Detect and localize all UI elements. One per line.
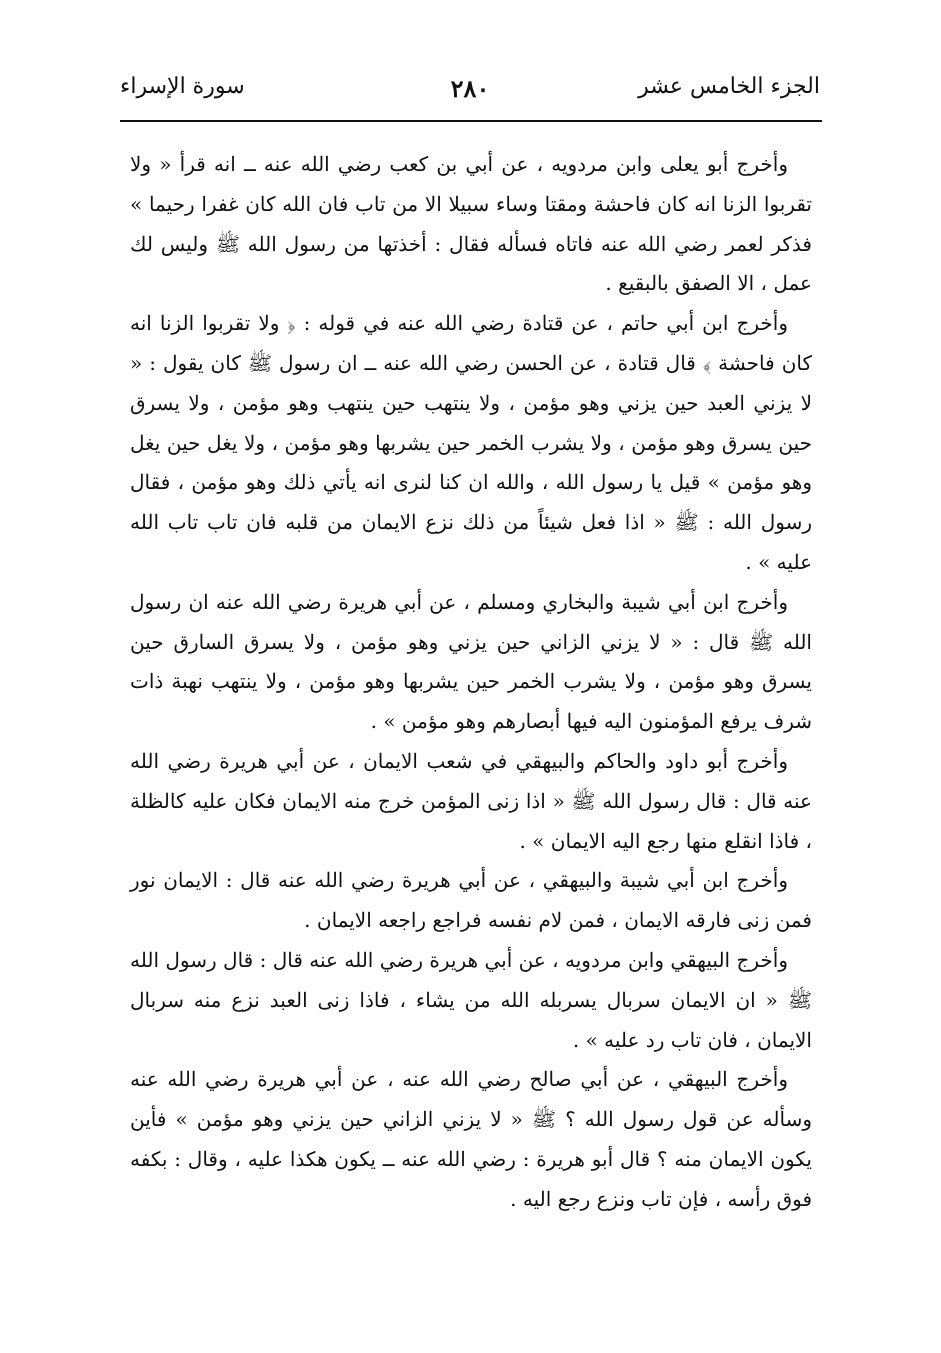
- header-divider: [120, 120, 822, 122]
- paragraph: وأخرج ابن أبي حاتم ، عن قتادة رضي الله عنه في قوله : ﴿ ولا تقربوا الزنا انه كان فاحشة ﴾ قال قتادة ، عن الحسن رضي الله عنه ــ ان رسول ﷺ كان يقول : « لا يزني العبد حين يزني وهو مؤمن ، ولا ينتهب حين ينتهب وهو مؤمن ، ولا يسرق حين يسرق وهو مؤمن ، ولا يشرب الخمر حين يشربها وهو مؤمن ، ولا يغل حين يغل وهو مؤمن » قيل يا رسول الله ، والله ان كنا لنرى انه يأتي ذلك وهو مؤمن ، فقال رسول الله : ﷺ « اذا فعل شيئاً من ذلك نزع الايمان من قلبه فان تاب تاب الله عليه » .: [130, 311, 812, 574]
- paragraph: وأخرج أبو داود والحاكم والبيهقي في شعب الايمان ، عن أبي هريرة رضي الله عنه قال : قال رسول الله ﷺ « اذا زنى المؤمن خرج منه الايمان فكان عليه كالظلة ، فاذا انقلع منها رجع اليه الايمان » .: [130, 748, 812, 853]
- paragraph: وأخرج ابن أبي شيبة والبيهقي ، عن أبي هريرة رضي الله عنه قال : الايمان نور فمن زنى فارقه الايمان ، فمن لام نفسه فراجع راجعه الايمان .: [130, 868, 812, 933]
- page-number: ٢٨٠: [450, 74, 490, 103]
- surah-title: سورة الإسراء: [120, 74, 245, 99]
- page-body: [130, 145, 812, 1220]
- paragraph: وأخرج أبو يعلى وابن مردويه ، عن أبي بن كعب رضي الله عنه ــ انه قرأ « ولا تقربوا الزنا انه كان فاحشة ومقتا وساء سبيلا الا من تاب فان الله كان غفرا رحيما » فذكر لعمر رضي الله عنه فاتاه فسأله فقال : أخذتها من رسول الله ﷺ وليس لك عمل ، الا الصفق بالبقيع .: [130, 152, 812, 296]
- paragraph: وأخرج ابن أبي شيبة والبخاري ومسلم ، عن أبي هريرة رضي الله عنه ان رسول الله ﷺ قال : « لا يزني الزاني حين يزني وهو مؤمن ، ولا يسرق السارق حين يسرق وهو مؤمن ، ولا يشرب الخمر حين يشربها وهو مؤمن ، ولا ينتهب نهبة ذات شرف يرفع المؤمنون اليه فيها أبصارهم وهو مؤمن » .: [130, 589, 812, 734]
- paragraph: وأخرج البيهقي ، عن أبي صالح رضي الله عنه ، عن أبي هريرة رضي الله عنه وسأله عن قول رسول الله ؟ ﷺ « لا يزني الزاني حين يزني وهو مؤمن » فأين يكون الايمان منه ؟ قال أبو هريرة : رضي الله عنه ــ يكون هكذا عليه ، وقال : بكفه فوق رأسه ، فإن تاب ونزع رجع اليه .: [130, 1067, 812, 1211]
- paragraph: وأخرج البيهقي وابن مردويه ، عن أبي هريرة رضي الله عنه قال : قال رسول الله ﷺ « ان الايمان سربال يسربله الله من يشاء ، فاذا زنى العبد نزع منه سربال الايمان ، فان تاب رد عليه » .: [130, 947, 812, 1052]
- page-header: [120, 70, 820, 110]
- part-title: الجزء الخامس عشر: [638, 74, 820, 99]
